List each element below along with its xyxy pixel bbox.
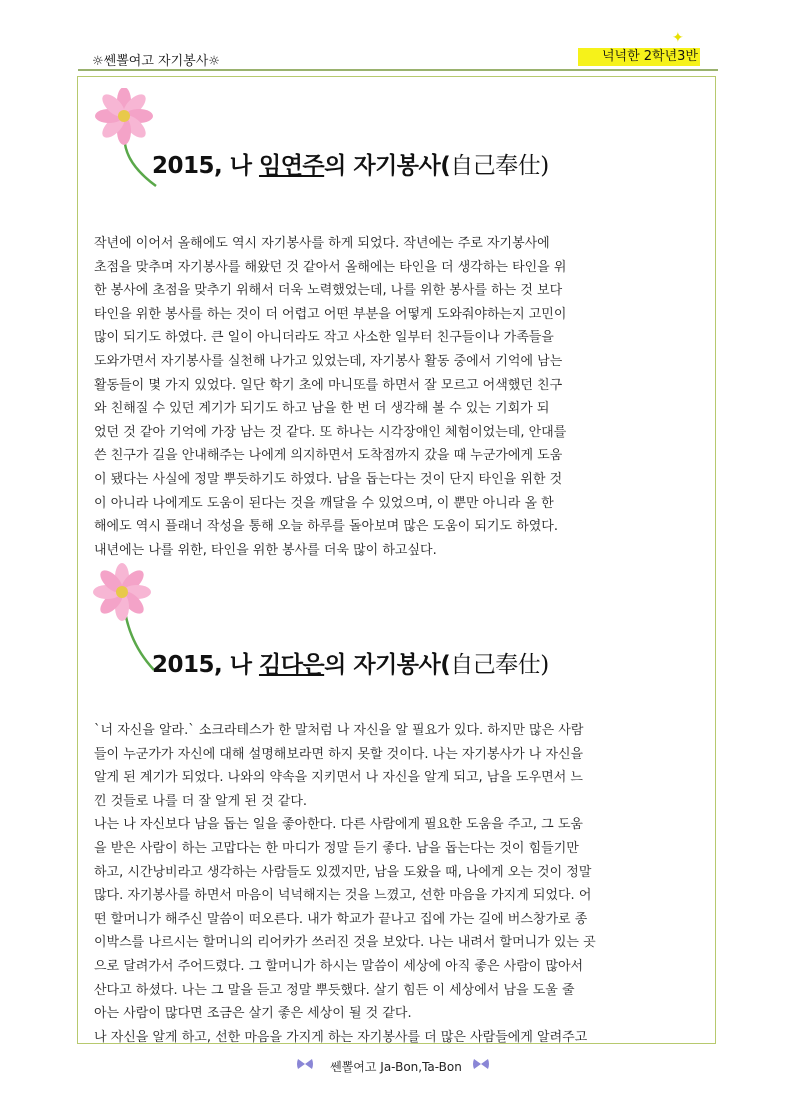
text-line: 많다. 자기봉사를 하면서 마음이 넉넉해지는 것을 느꼈고, 선한 마음을 가지게 되었다. 어 (94, 888, 592, 904)
text-line: 들이 누군가가 자신에 대해 설명해보라면 하지 못할 것이다. 나는 자기봉사가 나 자신을 (94, 746, 584, 762)
sparkle-icon: ✦ (672, 30, 684, 46)
section1-title: 2015, 나 임연주의 자기봉사(自己奉仕) (152, 153, 549, 179)
text-line: 해에도 역시 플래너 작성을 통해 오늘 하루를 돌아보며 많은 도움이 되기도 하였다. (94, 519, 559, 535)
text-line: 내년에는 나를 위한, 타인을 위한 봉사를 더욱 많이 하고싶다. (94, 542, 437, 558)
section2-author-name: 김다은 (258, 652, 325, 678)
section1-author-name: 임연주 (258, 153, 325, 179)
text-line: 타인을 위한 봉사를 하는 것이 더 어렵고 어떤 부분을 어떻게 도와줘야하는지 고민이 (94, 306, 567, 322)
text-line: 한 봉사에 초점을 맞추기 위해서 더욱 노력했었는데, 나를 위한 봉사를 하는 것 보다 (94, 283, 563, 299)
text-line: 아는 사람이 많다면 조금은 살기 좋은 세상이 될 것 같다. (94, 1006, 412, 1022)
header-divider (78, 69, 718, 71)
text-line: 나 자신을 알게 하고, 선한 마음을 가지게 하는 자기봉사를 더 많은 사람들에게 알려주고 (94, 1029, 588, 1045)
text-line: 쓴 친구가 길을 안내해주는 나에게 의지하면서 도착점까지 갔을 때 누군가에게 도움 (94, 448, 563, 464)
text-line: 으로 달려가서 주어드렸다. 그 할머니가 하시는 말씀이 세상에 아직 좋은 사람이 많아서 (94, 958, 584, 974)
flower-icon (88, 88, 160, 188)
text-line: 와 친해질 수 있던 계기가 되기도 하고 남을 한 번 더 생각해 볼 수 있는 기회가 되 (94, 401, 550, 417)
header-class-badge: 넉넉한 2학년3반 (578, 48, 700, 66)
flower-icon (88, 562, 160, 672)
text-line: 이박스를 나르시는 할머니의 리어카가 쓰러진 것을 보았다. 나는 내려서 할머니가 있는 곳 (94, 935, 596, 951)
text-line: 나는 나 자신보다 남을 돕는 일을 좋아한다. 다른 사람에게 필요한 도움을 주고, 그 도움 (94, 817, 583, 833)
text-line: 많이 되기도 하였다. 큰 일이 아니더라도 작고 사소한 일부터 친구들이나 가족들을 (94, 330, 554, 346)
text-line: 이 아니라 나에게도 도움이 된다는 것을 깨달을 수 있었으며, 이 뿐만 아니라 올 한 (94, 495, 554, 511)
section2-title: 2015, 나 김다은의 자기봉사(自己奉仕) (152, 652, 549, 678)
text-line: `너 자신을 알라.` 소크라테스가 한 말처럼 나 자신을 알 필요가 있다. 하지만 많은 사람 (94, 723, 584, 738)
text-line: 도와가면서 자기봉사를 실천해 나가고 있었는데, 자기봉사 활동 중에서 기억에 남는 (94, 353, 563, 369)
header-left-text: ☼쎈뽈여고 자기봉사☼ (92, 54, 220, 69)
bow-right-icon (472, 1057, 490, 1071)
text-line: 떤 할머니가 해주신 말씀이 떠오른다. 내가 학교가 끝나고 집에 가는 길에 버스창가로 종 (94, 911, 588, 927)
text-line: 이 됐다는 사실에 정말 뿌듯하기도 하였다. 남을 돕는다는 것이 단지 타인을 위한 것 (94, 471, 563, 487)
footer-text: 쎈뽈여고 Ja-Bon,Ta-Bon (330, 1060, 462, 1074)
text-line: 알게 된 계기가 되었다. 나와의 약속을 지키면서 나 자신을 알게 되고, 남을 도우면서 느 (94, 770, 583, 786)
section2-body (94, 719, 674, 1049)
text-line: 초점을 맞추며 자기봉사를 해왔던 것 같아서 올해에는 타인을 더 생각하는 타인을 위 (94, 259, 567, 275)
text-line: 낀 것들로 나를 더 잘 알게 된 것 같다. (94, 793, 308, 809)
text-line: 작년에 이어서 올해에도 역시 자기봉사를 하게 되었다. 작년에는 주로 자기봉사에 (94, 236, 550, 251)
text-line: 을 받은 사람이 하는 고맙다는 한 마디가 정말 듣기 좋다. 남을 돕는다는 것이 힘들기만 (94, 840, 579, 856)
text-line: 활동들이 몇 가지 있었다. 일단 학기 초에 마니또를 하면서 잘 모르고 어색했던 친구 (94, 377, 563, 393)
text-line: 산다고 하셨다. 나는 그 말을 듣고 정말 뿌듯했다. 살기 힘든 이 세상에서 남을 도울 줄 (94, 982, 575, 998)
text-line: 었던 것 같아 기억에 가장 남는 것 같다. 또 하나는 시각장애인 체험이었는데, 안대를 (94, 424, 567, 440)
section1-body (94, 232, 654, 562)
text-line: 하고, 시간낭비라고 생각하는 사람들도 있겠지만, 남을 도왔을 때, 나에게 오는 것이 정말 (94, 864, 592, 880)
